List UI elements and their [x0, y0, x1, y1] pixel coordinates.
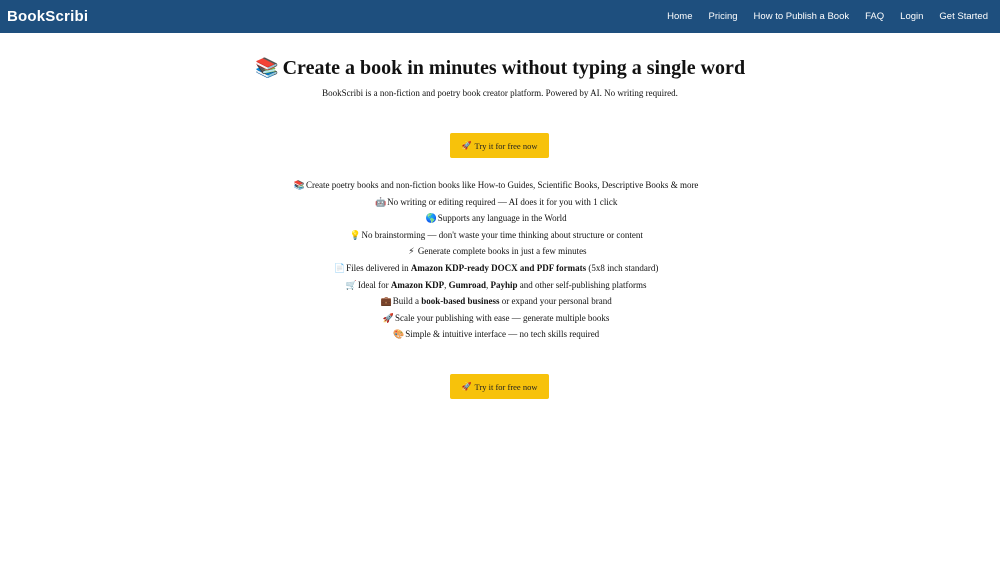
feature-list: [293, 177, 698, 343]
feature-item: [293, 310, 698, 327]
brand-logo[interactable]: BookScribi: [7, 8, 89, 25]
lightning-icon: ⚡: [408, 247, 415, 258]
feature-text: Ideal for: [357, 279, 391, 290]
feature-item: [293, 277, 698, 294]
page-title-text: Create a book in minutes without typing a single word: [282, 57, 746, 79]
books-icon: 📚: [254, 57, 279, 79]
nav-link-faq[interactable]: FAQ: [865, 11, 885, 22]
document-icon: 📄: [334, 263, 346, 274]
try-free-button-label: Try it for free now: [474, 381, 538, 392]
feature-text-bold: Gumroad: [448, 279, 486, 290]
feature-text: or expand your personal brand: [499, 296, 612, 307]
feature-text: Build a: [392, 296, 422, 307]
rocket-icon: 🚀: [461, 382, 472, 391]
feature-text: No brainstorming — don't waste your time thinking about structure or content: [361, 229, 643, 240]
feature-item: [293, 177, 698, 194]
feature-item: [293, 326, 698, 343]
briefcase-icon: 💼: [380, 297, 392, 308]
feature-item: [293, 210, 698, 227]
feature-text: Supports any language in the World: [437, 213, 567, 224]
globe-icon: 🌎: [425, 214, 437, 225]
feature-text: No writing or editing required — AI does it for you with 1 click: [387, 196, 618, 207]
palette-icon: 🎨: [393, 330, 405, 341]
feature-item: [293, 227, 698, 244]
nav-link-pricing[interactable]: Pricing: [708, 11, 738, 22]
feature-text: Create poetry books and non-fiction books like How-to Guides, Scientific Books, Descriptive Books & more: [306, 180, 699, 190]
feature-text-bold: Amazon KDP: [390, 279, 445, 290]
page-subtitle: BookScribi is a non-fiction and poetry book creator platform. Powered by AI. No writing required.: [322, 88, 678, 98]
feature-text-bold: Payhip: [490, 279, 518, 290]
feature-text: Files delivered in: [346, 262, 411, 273]
feature-text: and other self-publishing platforms: [517, 279, 647, 290]
rocket-icon: 🚀: [382, 313, 395, 324]
try-free-button-bottom[interactable]: [450, 374, 549, 399]
feature-text: Simple & intuitive interface — no tech skills required: [405, 329, 600, 340]
nav-link-get-started[interactable]: Get Started: [939, 11, 988, 22]
feature-text: ,: [486, 279, 491, 290]
feature-item: [293, 293, 698, 310]
feature-item: [293, 260, 698, 277]
feature-text: ,: [444, 279, 449, 290]
feature-text: (5x8 inch standard): [586, 262, 659, 273]
feature-item: [293, 194, 698, 211]
feature-item: [293, 243, 698, 260]
robot-icon: 🤖: [375, 197, 387, 208]
try-free-button-top[interactable]: [450, 133, 549, 158]
nav-link-how-to-publish[interactable]: How to Publish a Book: [753, 11, 850, 22]
nav-links: [651, 11, 988, 22]
nav-link-home[interactable]: Home: [667, 11, 693, 22]
top-navbar: [0, 0, 1000, 33]
lightbulb-icon: 💡: [349, 230, 361, 241]
feature-text-bold: book-based business: [421, 296, 500, 307]
feature-text-bold: Amazon KDP-ready DOCX and PDF formats: [410, 262, 587, 273]
feature-text: Generate complete books in just a few minutes: [417, 246, 587, 257]
books-icon: 📚: [293, 181, 306, 191]
nav-link-login[interactable]: Login: [900, 11, 924, 22]
page-title: [0, 56, 1000, 80]
try-free-button-label: Try it for free now: [474, 140, 538, 151]
cart-icon: 🛒: [345, 280, 358, 291]
feature-text: Scale your publishing with ease — generate multiple books: [394, 312, 610, 323]
rocket-icon: 🚀: [461, 141, 472, 150]
